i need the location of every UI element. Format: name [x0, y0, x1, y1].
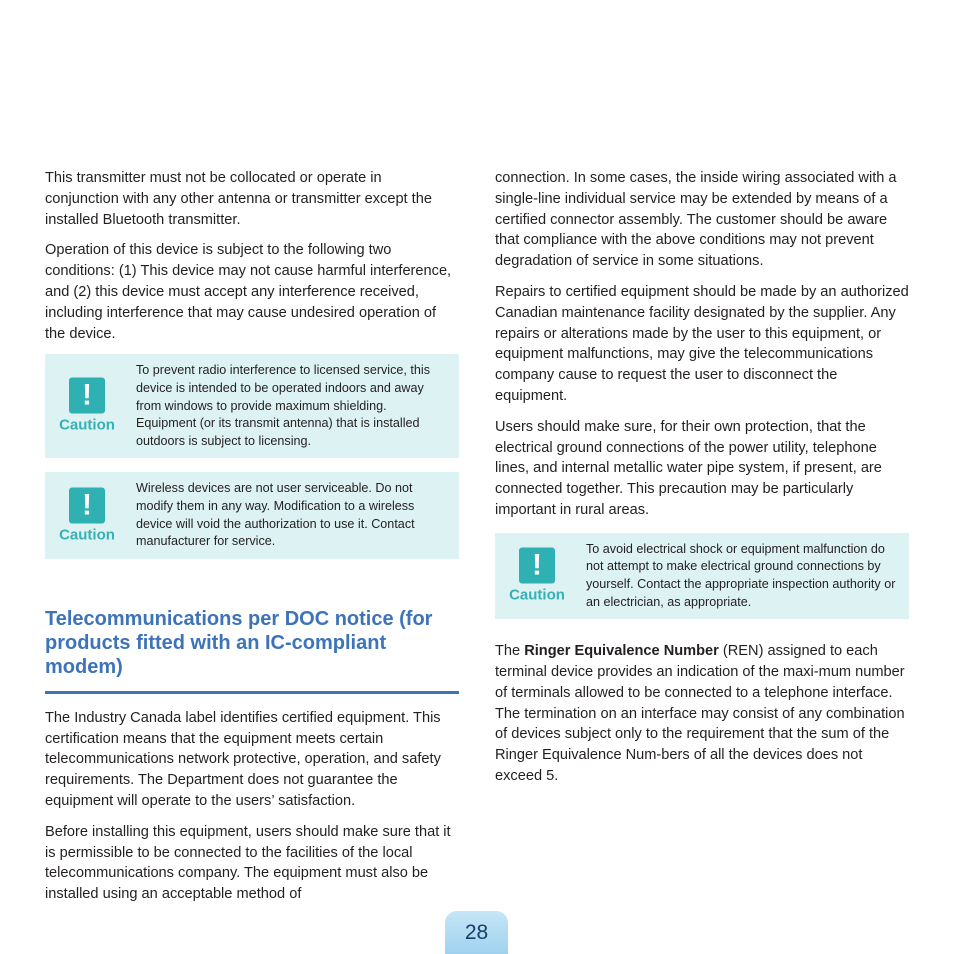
exclamation-icon: !	[69, 487, 105, 523]
caution-box-electrical-shock	[495, 533, 909, 619]
paragraph-collocation: This transmitter must not be collocated or operate in conjunction with any other antenna or transmitter except the installed Bluetooth transmitter.	[45, 170, 432, 228]
caution-badge	[55, 378, 119, 435]
paragraph-industry-canada-label: The Industry Canada label identifies certified equipment. This certification means that the equipment meets certain telecommunications network protective, operation, and safety requirements. The Department does not guarantee the equipment will operate to the users’ satisfaction.	[45, 709, 441, 809]
paragraph-ground-connections: Users should make sure, for their own protection, that the electrical ground connections of the power utility, telephone lines, and internal metallic water pipe system, if present, are connected together. This precaution may be particularly important in rural areas.	[495, 418, 882, 518]
paragraph-connection: connection. In some cases, the inside wiring associated with a single-line individual service may be extended by means of a certified connector assembly. The customer should be aware that compliance with the above conditions may not prevent degradation of service in some situations.	[495, 170, 897, 270]
caution-text: To avoid electrical shock or equipment malfunction do not attempt to make electrical ground connections by yourself. Contact the appropriate inspection authority or an electrician, as appropriate.	[586, 541, 896, 609]
caution-box-wireless-devices	[45, 472, 459, 558]
page-number: 28	[445, 911, 508, 954]
exclamation-icon: !	[519, 547, 555, 583]
caution-badge	[55, 487, 119, 544]
ren-description: (REN) assigned to each terminal device provides an indication of the maxi-mum number of terminals allowed to be connected to a telephone interface. The termination on an interface may consist of any combination of devices subject only to the requirement that the sum of the Ringer Equivalence Num-bers of all the devices does not exceed 5.	[495, 643, 905, 784]
paragraph-before-installing: Before installing this equipment, users should make sure that it is permissible to be connected to the facilities of the local telecommunications company. The equipment must also be installed using an acceptable method of	[45, 823, 451, 903]
ren-term: Ringer Equivalence Number	[524, 643, 719, 660]
exclamation-icon: !	[69, 378, 105, 414]
section-heading: Telecommunications per DOC notice (for products fitted with an IC-compliant modem)	[45, 607, 433, 678]
caution-text: Wireless devices are not user serviceable. Do not modify them in any way. Modification to a wireless device will void the authorization to use it. Contact manufacturer for service.	[136, 481, 415, 549]
paragraph-operation-conditions: Operation of this device is subject to the following two conditions: (1) This device may not cause harmful interference, and (2) this device must accept any interference received, including interference that may cause undesired operation of the device.	[45, 242, 452, 342]
caution-label: Caution	[59, 416, 115, 434]
heading-divider	[45, 691, 459, 694]
caution-box-radio-interference	[45, 354, 459, 458]
caution-text: To prevent radio interference to licensed service, this device is intended to be operated indoors and away from windows to provide maximum shielding. Equipment (or its transmit antenna) that is installed outdoors is subject to licensing.	[136, 363, 431, 448]
caution-label: Caution	[59, 526, 115, 544]
left-column	[45, 168, 459, 915]
caution-label: Caution	[509, 586, 565, 604]
paragraph-repairs: Repairs to certified equipment should be made by an authorized Canadian maintenance facility designated by the supplier. Any repairs or alterations made by the user to this equipment, or equipment malfunctions, may give the telecommunications company cause to request the user to disconnect the equipment.	[495, 283, 909, 404]
right-column	[495, 168, 909, 797]
ren-prefix: The	[495, 643, 525, 660]
paragraph-ringer-equivalence	[495, 641, 909, 787]
caution-badge	[505, 547, 569, 604]
